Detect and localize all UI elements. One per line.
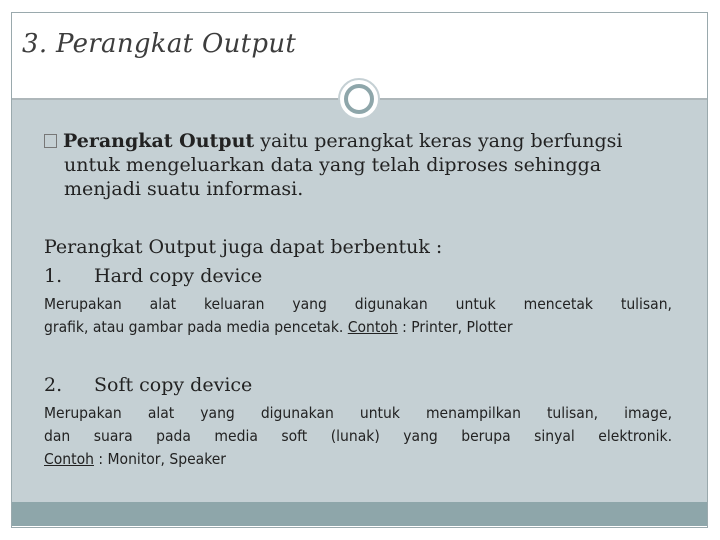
square-bullet-icon	[44, 134, 57, 148]
item-1-title: Hard copy device	[94, 265, 263, 287]
bullet-line2: untuk mengeluarkan data yang telah diproses sehingga	[64, 154, 602, 176]
bullet-line1-text: yaitu perangkat keras yang berfungsi	[254, 130, 623, 152]
bullet-bold-term: Perangkat Output	[63, 130, 255, 152]
item-1-example-label: Contoh	[347, 318, 398, 336]
slide-title: 3. Perangkat Output	[22, 29, 297, 59]
item-2-heading	[44, 373, 252, 397]
bullet-first-line	[44, 129, 653, 153]
item-1-desc-line2-text: grafik, atau gambar pada media pencetak.	[44, 318, 348, 336]
item-2-example-label: Contoh	[44, 450, 94, 468]
definition-bullet	[44, 129, 653, 201]
item-1-desc-line2	[44, 316, 672, 339]
item-2-description	[44, 402, 672, 471]
item-1-example-text: : Printer, Plotter	[397, 318, 513, 336]
item-2-title: Soft copy device	[94, 374, 253, 396]
item-1-description	[44, 293, 672, 339]
item-1-desc-line1: Merupakan alat keluaran yang digunakan untuk mencetak tulisan,	[44, 295, 672, 313]
circle-ring-icon	[338, 78, 380, 120]
item-2-desc-line1: Merupakan alat yang digunakan untuk menampilkan tulisan, image,	[44, 404, 672, 422]
item-2-desc-line3	[44, 448, 672, 471]
item-2-desc-line2: dan suara pada media soft (lunak) yang berupa sinyal elektronik.	[44, 427, 672, 445]
intro-text: Perangkat Output juga dapat berbentuk :	[44, 236, 443, 258]
footer-bar	[12, 502, 707, 526]
item-2-example-text: : Monitor, Speaker	[93, 450, 227, 468]
bullet-line3: menjadi suatu informasi.	[64, 178, 304, 200]
circle-ring-inner	[344, 84, 374, 114]
item-1-heading	[44, 264, 262, 288]
item-2-number: 2.	[44, 374, 63, 396]
item-1-number: 1.	[44, 265, 63, 287]
